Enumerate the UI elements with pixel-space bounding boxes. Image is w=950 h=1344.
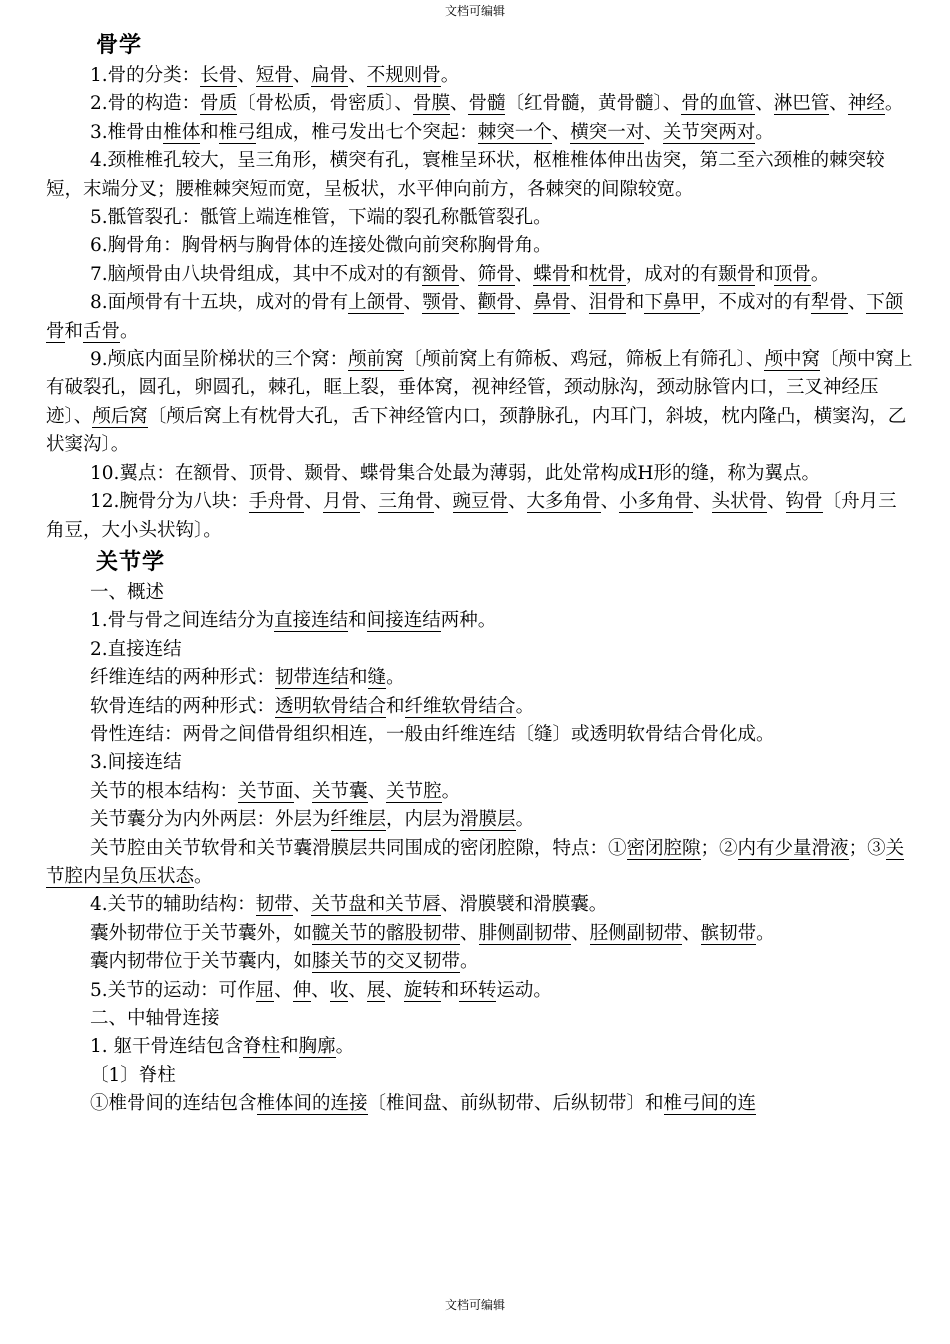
text-run: ①椎骨间的连结包含 <box>90 1093 257 1115</box>
text-run: 、 <box>237 65 256 86</box>
underlined-term: 三角骨 <box>378 491 434 513</box>
document-body <box>46 30 914 1119</box>
underlined-term: 扁骨 <box>311 65 349 86</box>
underlined-term: 关节突两对 <box>662 121 756 143</box>
text-run: 一、概述 <box>90 581 165 603</box>
text-run: 、 <box>514 263 534 285</box>
text-run: 运动。 <box>496 979 552 1001</box>
paragraph <box>46 778 914 806</box>
text-run: 和 <box>280 1036 299 1058</box>
paragraph <box>46 977 914 1005</box>
text-run: 、 <box>459 292 478 314</box>
text-run: 、 <box>304 491 323 513</box>
underlined-term: 骨的血管 <box>681 93 756 115</box>
paragraph <box>46 1090 914 1118</box>
text-run: 、 <box>385 979 404 1001</box>
underlined-term: 颚骨 <box>422 292 460 314</box>
paragraph <box>46 204 914 232</box>
underlined-term: 长骨 <box>200 65 238 86</box>
text-run: 9.颅底内面呈阶梯状的三个窝： <box>90 349 349 371</box>
text-run: 〔红骨髓，黄骨髓〕、 <box>505 93 682 115</box>
underlined-term: 关节囊 <box>312 780 368 802</box>
text-run: 、 <box>359 491 379 513</box>
text-run: 和 <box>386 695 405 717</box>
page-header: 文档可编辑 <box>444 4 505 18</box>
paragraph <box>46 806 914 834</box>
underlined-term: 不规则骨 <box>366 65 441 86</box>
text-run: ；② <box>700 837 738 859</box>
text-run: 关节囊分为内外两层：外层为 <box>90 809 331 831</box>
underlined-term: 月骨 <box>322 491 360 513</box>
paragraph <box>46 891 914 919</box>
text-run: 〔颅后窝上有枕骨大孔，舌下神经管内口，颈静脉孔，内耳门，斜坡，枕内隆凸，横窦沟，乙状窦沟〕。 <box>46 405 907 456</box>
underlined-term: 滑膜层 <box>460 809 516 831</box>
underlined-term: 胸廓 <box>298 1036 336 1058</box>
paragraph <box>46 346 914 460</box>
text-run: 。 <box>515 695 535 717</box>
text-run: 和 <box>348 610 367 632</box>
text-run: 。 <box>460 951 479 973</box>
underlined-term: 胫侧副韧带 <box>589 922 683 944</box>
underlined-term: 椎弓 <box>218 121 256 143</box>
text-run: 纤维连结的两种形式： <box>90 667 276 689</box>
text-run: 1. 躯干骨连结包含 <box>90 1036 244 1058</box>
text-run: 、 <box>829 93 848 115</box>
text-run: 、 <box>644 121 663 143</box>
underlined-term: 腓侧副韧带 <box>478 922 572 944</box>
text-run: 、 <box>292 65 312 86</box>
paragraph <box>46 693 914 721</box>
underlined-term: 韧带连结 <box>275 667 350 689</box>
text-run: 和 <box>349 667 368 689</box>
paragraph <box>46 636 914 664</box>
underlined-term: 韧带 <box>255 894 293 916</box>
paragraph <box>46 90 914 118</box>
underlined-term: 大多角骨 <box>526 491 601 513</box>
text-run: 、 <box>767 491 786 513</box>
text-run: 囊内韧带位于关节囊内，如 <box>90 951 313 973</box>
text-run: 关节的根本结构： <box>90 780 239 802</box>
underlined-term: 顶骨 <box>773 263 811 285</box>
underlined-term: 蝶骨 <box>533 263 571 285</box>
underlined-term: 颞骨 <box>718 263 756 285</box>
paragraph <box>46 62 914 90</box>
text-run: 。 <box>884 93 904 115</box>
text-run: 、 <box>348 65 367 86</box>
underlined-term: 椎体 <box>163 121 201 143</box>
paragraph <box>46 664 914 692</box>
underlined-term: 颧骨 <box>477 292 515 314</box>
text-run: 、 <box>847 292 867 314</box>
text-run: 〔1〕脊柱 <box>90 1064 176 1086</box>
underlined-term: 豌豆骨 <box>452 491 509 513</box>
underlined-term: 泪骨 <box>588 292 626 314</box>
text-run: 骨性连结：两骨之间借骨组织相连，一般由纤维连结〔缝〕或透明软骨结合骨化成。 <box>90 723 775 745</box>
underlined-term: 额骨 <box>422 263 460 285</box>
underlined-term: 下颌骨 <box>46 292 904 342</box>
text-run: 10.翼点：在额骨、顶骨、颞骨、蝶骨集合处最为薄弱，此处常构成H形的缝，称为翼点。 <box>90 462 821 484</box>
text-run: 。 <box>756 922 775 944</box>
text-run: 〔骨松质，骨密质〕、 <box>237 93 413 115</box>
underlined-term: 颅中窝 <box>764 349 820 371</box>
text-run: ，内层为 <box>386 809 461 831</box>
text-run: 、 <box>292 894 312 916</box>
text-run: 。 <box>440 65 460 86</box>
underlined-term: 小多角骨 <box>619 491 694 513</box>
text-run: 、 <box>600 491 620 513</box>
text-run: 2.骨的构造： <box>90 93 201 115</box>
text-run: 、 <box>551 121 571 143</box>
text-run: 。 <box>755 121 774 143</box>
text-run: 、 <box>403 292 423 314</box>
text-run: 、 <box>459 263 478 285</box>
text-run: 1.骨的分类： <box>90 65 201 86</box>
underlined-term: 头状骨 <box>711 491 768 513</box>
page-footer: 文档可编辑 <box>444 1298 505 1312</box>
paragraph <box>46 119 914 147</box>
underlined-term: 屈 <box>255 979 275 1001</box>
text-run: 、 <box>449 93 469 115</box>
text-run: 、 <box>311 979 330 1001</box>
underlined-term: 钩骨 <box>785 491 823 513</box>
text-run: 、 <box>570 292 589 314</box>
paragraph <box>46 749 914 777</box>
text-run: 、 <box>293 780 313 802</box>
paragraph <box>46 232 914 260</box>
underlined-term: 椎体间的连接 <box>256 1093 368 1115</box>
underlined-term: 直接连结 <box>274 610 349 632</box>
underlined-term: 关节盘和关节唇 <box>311 894 441 916</box>
paragraph <box>46 147 914 204</box>
underlined-term: 颅后窝 <box>92 405 148 427</box>
text-run: 。 <box>386 667 405 689</box>
text-run: 3.椎骨由 <box>90 121 164 143</box>
text-run: 、 <box>682 922 701 944</box>
underlined-term: 枕骨 <box>588 263 626 285</box>
text-run: 、 <box>434 491 453 513</box>
text-run: 3.间接连结 <box>90 752 182 774</box>
text-run: 关节腔由关节软骨和关节囊滑膜层共同围成的密闭腔隙，特点：① <box>90 837 627 859</box>
underlined-term: 舌骨 <box>83 320 121 342</box>
underlined-term: 短骨 <box>255 65 293 86</box>
underlined-term: 纤维层 <box>330 809 387 831</box>
section-osteology <box>46 62 914 545</box>
section-title-osteology: 骨学 <box>96 33 143 58</box>
underlined-term: 内有少量滑液 <box>737 837 849 859</box>
text-run: 、 <box>460 922 479 944</box>
underlined-term: 棘突一个 <box>477 121 552 143</box>
paragraph <box>46 488 914 545</box>
text-run: ，成对的有 <box>625 263 719 285</box>
text-run: 。 <box>335 1036 355 1058</box>
text-run: 和 <box>570 263 589 285</box>
underlined-term: 筛骨 <box>477 263 515 285</box>
text-run: 。 <box>441 780 461 802</box>
text-run: 、 <box>348 979 367 1001</box>
underlined-term: 髋关节的髂股韧带 <box>312 922 461 944</box>
paragraph <box>46 835 914 892</box>
underlined-term: 神经 <box>847 93 885 115</box>
text-run: 和 <box>755 263 774 285</box>
paragraph <box>46 289 914 346</box>
underlined-term: 膝关节的交叉韧带 <box>312 951 461 973</box>
text-run: 4.颈椎椎孔较大，呈三角形，横突有孔，寰椎呈环状，枢椎椎体伸出齿突，第二至六颈椎的棘突较短，末端分叉；腰椎棘突短而宽，呈板状，水平伸向前方，各棘突的间隙较宽。 <box>46 150 885 200</box>
underlined-term: 髌韧带 <box>700 922 757 944</box>
text-run: 〔椎间盘、前纵韧带、后纵韧带〕和 <box>367 1093 664 1115</box>
section-arthrology <box>46 579 914 1119</box>
underlined-term: 椎弓间的连 <box>663 1093 757 1115</box>
underlined-term: 骨膜 <box>412 93 450 115</box>
text-run: 、 <box>571 922 590 944</box>
underlined-term: 旋转 <box>403 979 441 1001</box>
text-run: 。 <box>810 263 830 285</box>
underlined-term: 密闭腔隙 <box>626 837 701 859</box>
section-title-arthrology: 关节学 <box>96 549 166 575</box>
underlined-term: 脊柱 <box>243 1036 281 1058</box>
underlined-term: 缝 <box>367 667 387 689</box>
text-run: 8.面颅骨有十五块，成对的骨有 <box>90 292 349 314</box>
underlined-term: 手舟骨 <box>248 491 305 513</box>
underlined-term: 鼻骨 <box>533 292 571 314</box>
underlined-term: 环转 <box>459 979 497 1001</box>
text-run: 。 <box>120 320 139 342</box>
underlined-term: 骨髓 <box>468 93 506 115</box>
text-run: 6.胸骨角：胸骨柄与胸骨体的连接处微向前突称胸骨角。 <box>90 235 552 257</box>
paragraph <box>46 1062 914 1090</box>
underlined-term: 关节面 <box>238 780 294 802</box>
text-run: 7.脑颅骨由八块骨组成，其中不成对的有 <box>90 263 423 285</box>
text-run: 5.骶管裂孔：骶管上端连椎管，下端的裂孔称骶管裂孔。 <box>90 207 552 229</box>
text-run: 二、中轴骨连接 <box>90 1008 220 1029</box>
text-run: 、 <box>514 292 534 314</box>
text-run: 组成，椎弓发出七个突起： <box>255 121 478 143</box>
underlined-term: 收 <box>329 979 349 1001</box>
underlined-term: 犁骨 <box>810 292 848 314</box>
text-run: 2.直接连结 <box>90 638 182 660</box>
text-run: 两种。 <box>440 610 497 632</box>
underlined-term: 骨质 <box>200 93 238 115</box>
underlined-term: 颅前窝 <box>348 349 404 371</box>
text-run: 12.腕骨分为八块： <box>90 491 249 513</box>
text-run: 囊外韧带位于关节囊外，如 <box>90 922 313 944</box>
text-run: 〔舟月三角豆，大小头状钩〕。 <box>46 491 897 541</box>
paragraph <box>46 721 914 749</box>
underlined-term: 横突一对 <box>570 121 645 143</box>
text-run: 和 <box>200 121 219 143</box>
text-run: 、 <box>755 93 774 115</box>
paragraph <box>46 920 914 948</box>
paragraph <box>46 579 914 607</box>
paragraph <box>46 460 914 488</box>
underlined-term: 淋巴管 <box>773 93 830 115</box>
text-run: 。 <box>515 809 535 831</box>
underlined-term: 关节腔内呈负压状态 <box>46 837 905 887</box>
paragraph <box>46 607 914 635</box>
paragraph <box>46 1005 914 1033</box>
paragraph <box>46 1033 914 1061</box>
text-run: 和 <box>64 320 84 342</box>
text-run: 4.关节的辅助结构： <box>90 894 256 916</box>
text-run: 、 <box>367 780 387 802</box>
underlined-term: 展 <box>366 979 386 1001</box>
text-run: ；③ <box>848 837 886 859</box>
underlined-term: 间接连结 <box>366 610 441 632</box>
paragraph <box>46 948 914 976</box>
text-run: ，不成对的有 <box>699 292 811 314</box>
text-run: 〔颅前窝上有筛板、鸡冠，筛板上有筛孔〕、 <box>403 349 765 371</box>
paragraph <box>46 261 914 289</box>
text-run: 、 <box>693 491 712 513</box>
text-run: 软骨连结的两种形式： <box>90 695 276 717</box>
underlined-term: 上颌骨 <box>348 292 404 314</box>
text-run: 和 <box>440 979 460 1001</box>
text-run: 、滑膜襞和滑膜囊。 <box>440 894 608 916</box>
text-run: 。 <box>194 865 213 887</box>
text-run: 、 <box>274 979 293 1001</box>
underlined-term: 下鼻甲 <box>644 292 700 314</box>
text-run: 、 <box>508 491 527 513</box>
underlined-term: 伸 <box>292 979 312 1001</box>
text-run: 和 <box>625 292 645 314</box>
text-run: 〔颅中窝上有破裂孔，圆孔，卵圆孔，棘孔，眶上裂，垂体窝，视神经管，颈动脉沟，颈动脉管内口，三叉神经压迹〕、 <box>46 349 913 427</box>
underlined-term: 关节腔 <box>386 780 442 802</box>
underlined-term: 透明软骨结合 <box>275 695 387 717</box>
text-run: 5.关节的运动：可作 <box>90 979 256 1001</box>
underlined-term: 纤维软骨结合 <box>404 695 516 717</box>
text-run: 1.骨与骨之间连结分为 <box>90 610 275 632</box>
